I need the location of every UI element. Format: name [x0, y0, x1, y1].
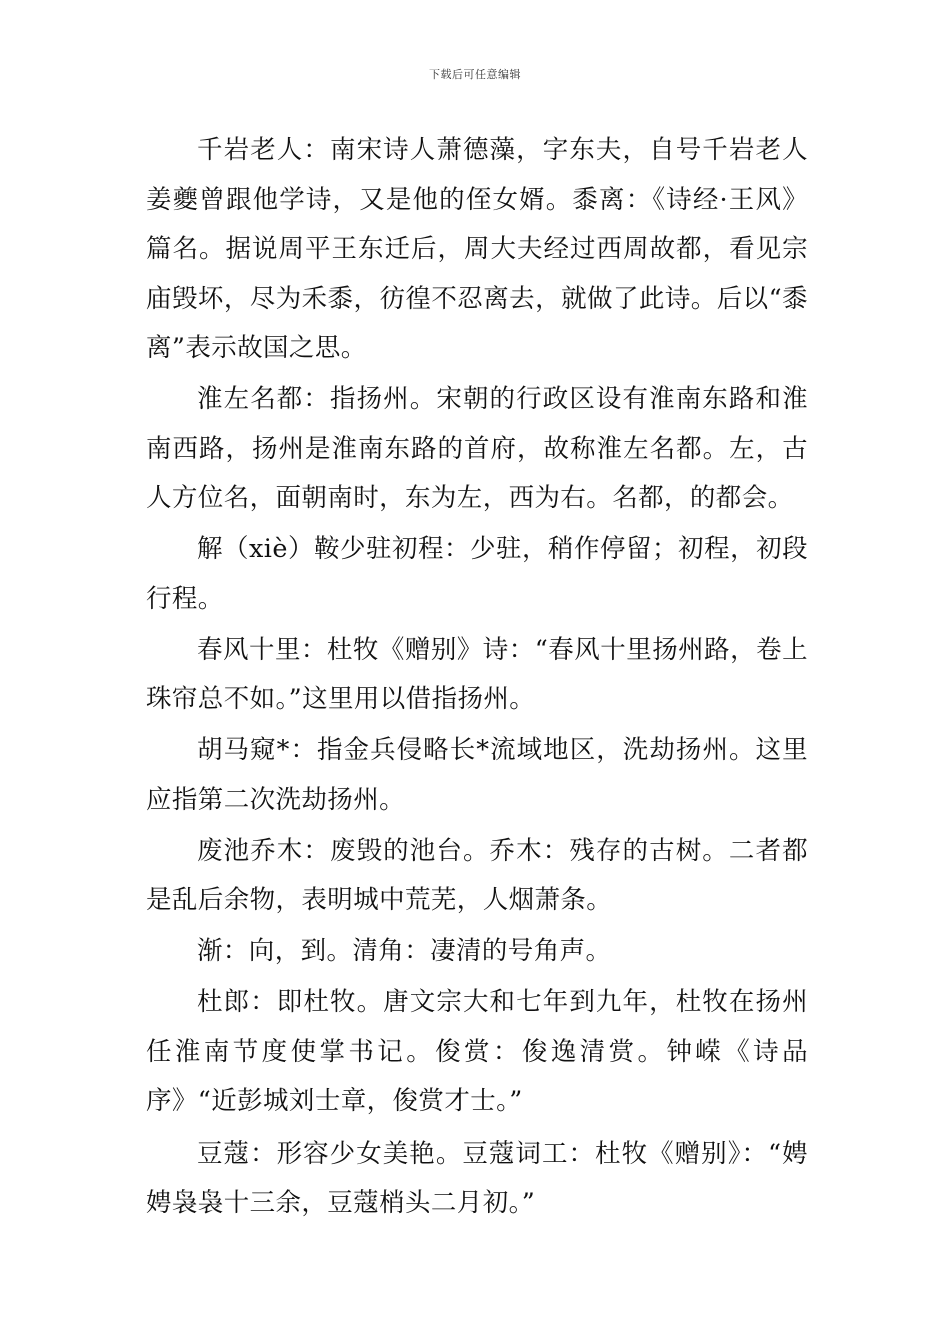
- paragraph-feichi-qiaomu: 废池乔木：废毁的池台。乔木：残存的古树。二者都是乱后余物，表明城中荒芜，人烟萧条。: [146, 835, 808, 915]
- paragraph-jian-qingjiao: 渐：向，到。清角：凄清的号角声。: [197, 936, 612, 966]
- paragraph-jiean-shaozhu: 解（xiè）鞍少驻初程：少驻，稍作停留；初程，初段行程。: [146, 534, 808, 614]
- page-header: 下载后可任意编辑: [429, 68, 521, 81]
- paragraph-chunfeng-shili: 春风十里：杜牧《赠别》诗：“春风十里扬州路，卷上珠帘总不如。”这里用以借指扬州。: [146, 634, 808, 714]
- paragraph-doukou: 豆蔻：形容少女美艳。豆蔻词工：杜牧《赠别》：“娉娉袅袅十三余，豆蔻梢头二月初。”: [146, 1138, 808, 1218]
- paragraph-huaizuo-mingdu: 淮左名都：指扬州。宋朝的行政区设有淮南东路和淮南西路，扬州是淮南东路的首府，故称淮左名都。左，古人方位名，面朝南时，东为左，西为右。名都，的都会。: [146, 384, 808, 513]
- paragraph-qianyan-laoren: 千岩老人：南宋诗人萧德藻，字东夫，自号千岩老人姜夔曾跟他学诗，又是他的侄女婿。黍离：《诗经·王风》篇名。据说周平王东迁后，周大夫经过西周故都，看见宗庙毁坏，尽为禾黍，彷徨不忍离去，就做了此诗。后以“黍离”表示故国之思。: [146, 135, 808, 363]
- paragraph-huma-kui: 胡马窥*：指金兵侵略长*流域地区，洗劫扬州。这里应指第二次洗劫扬州。: [146, 735, 808, 815]
- paragraph-dulang: 杜郎：即杜牧。唐文宗大和七年到九年，杜牧在扬州任淮南节度使掌书记。俊赏：俊逸清赏。钟嵘《诗品序》“近彭城刘士章，俊赏才士。”: [146, 987, 808, 1116]
- document-body: [146, 126, 808, 1230]
